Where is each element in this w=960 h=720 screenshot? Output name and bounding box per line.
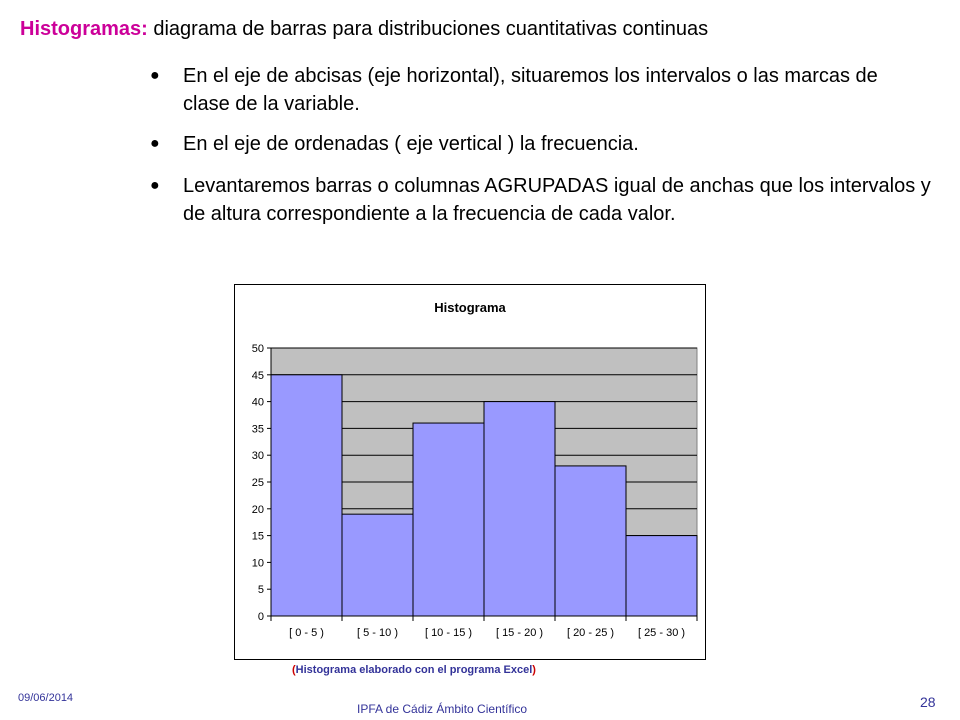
bullet-item (150, 62, 910, 122)
y-tick-label: 20 (251, 503, 264, 516)
chart-title: Histograma (434, 300, 506, 315)
caption-open: ( (292, 664, 296, 676)
bullet-item (150, 172, 940, 262)
bullet-dot-icon: ● (150, 67, 160, 84)
chart-svg (235, 285, 705, 659)
footer-center: IPFA de Cádiz Ámbito Científico (357, 702, 528, 716)
title-accent: Histogramas: (20, 18, 148, 40)
bullet-text: Levantaremos barras o columnas AGRUPADAS igual de anchas que los intervalos y de altura correspondiente a la frecuencia de cada valor. (183, 175, 931, 225)
y-tick-label: 45 (251, 369, 264, 382)
histogram-bar (271, 375, 342, 616)
plot-area (252, 343, 697, 639)
y-tick-label: 40 (251, 396, 264, 409)
x-tick-label: [ 0 - 5 ) (289, 627, 324, 639)
y-tick-label: 25 (251, 477, 264, 489)
x-tick-label: [ 25 - 30 ) (637, 627, 686, 639)
bullet-text: En el eje de abcisas (eje horizontal), situaremos los intervalos o las marcas de clase de la variable. (183, 65, 878, 115)
y-tick-label: 5 (257, 584, 264, 597)
bullet-dot-icon: ● (150, 177, 160, 194)
histogram-chart (234, 284, 706, 660)
y-tick-label: 0 (257, 611, 264, 623)
y-tick-label: 35 (251, 423, 264, 436)
y-tick-label: 50 (251, 343, 264, 355)
y-tick-label: 10 (251, 557, 264, 570)
histogram-bar (555, 466, 626, 616)
x-tick-label: [ 5 - 10 ) (357, 627, 398, 639)
histogram-bar (342, 514, 413, 616)
histogram-bar (626, 536, 697, 616)
histogram-bar (484, 402, 555, 616)
footer-date: 09/06/2014 (18, 692, 74, 704)
x-tick-label: [ 20 - 25 ) (566, 627, 615, 639)
x-tick-label: [ 15 - 20 ) (495, 627, 544, 639)
y-tick-label: 15 (251, 530, 264, 543)
page-number: 28 (920, 694, 936, 710)
bullet-item (150, 130, 910, 160)
y-tick-label: 30 (251, 450, 264, 463)
histogram-bar (413, 423, 484, 616)
caption-text: Histograma elaborado con el programa Excel (295, 664, 533, 676)
slide-title (20, 18, 708, 41)
bullet-text: En el eje de ordenadas ( eje vertical ) la frecuencia. (183, 133, 639, 155)
bullet-dot-icon: ● (150, 135, 160, 152)
caption-close: ) (532, 664, 536, 676)
x-tick-label: [ 10 - 15 ) (424, 627, 473, 639)
title-text: diagrama de barras para distribuciones cuantitativas continuas (147, 18, 709, 40)
